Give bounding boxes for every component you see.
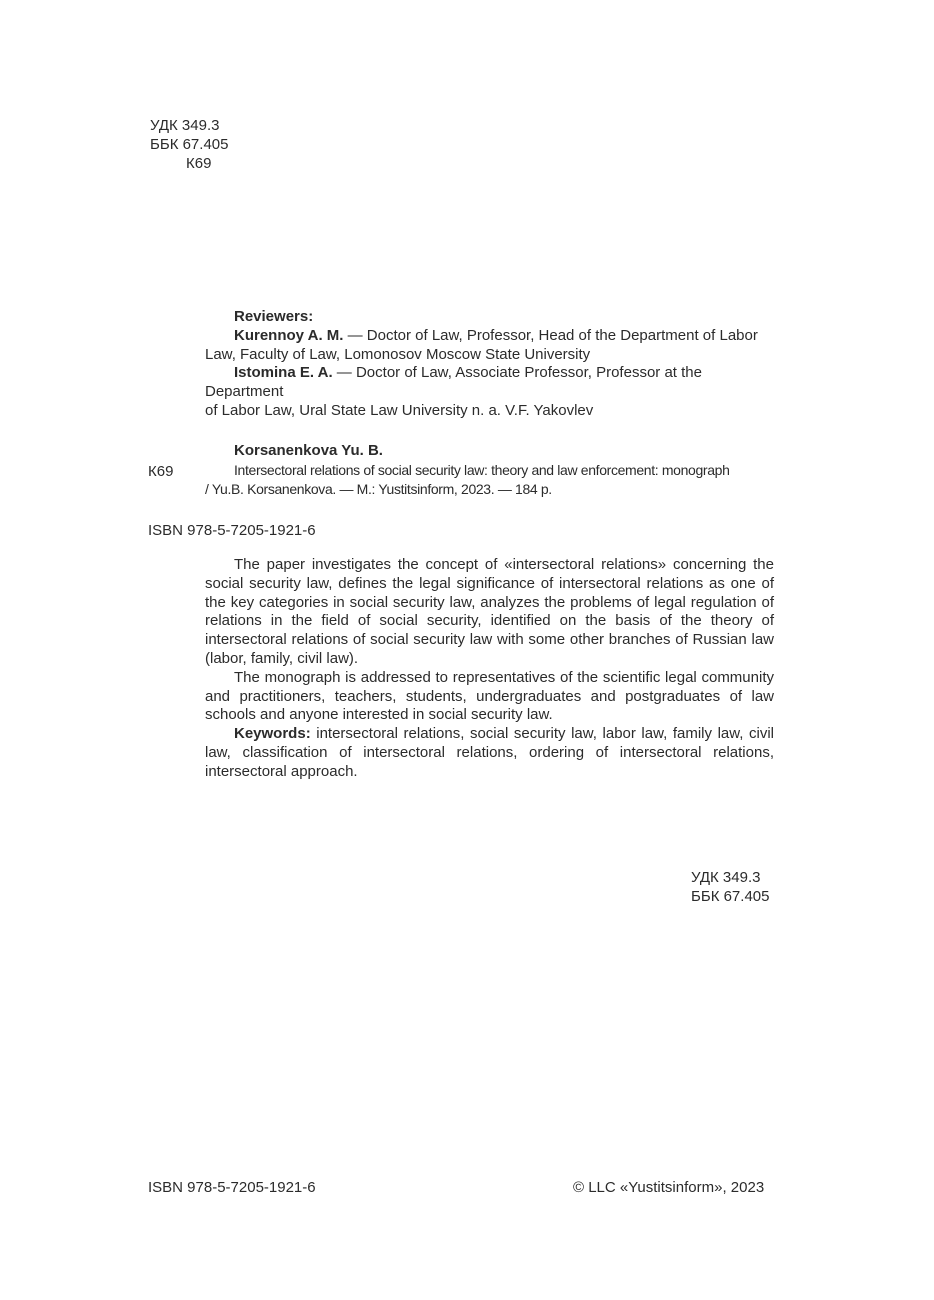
book-publication: / Yu.B. Korsanenkova. — M.: Yustitsinform, 2023. — 184 p. <box>205 480 552 497</box>
reviewers-heading: Reviewers: <box>234 308 314 325</box>
reviewer-name: Istomina E. A. <box>234 364 333 382</box>
abstract <box>205 556 774 782</box>
bbk-code: ББК 67.405 <box>150 135 229 153</box>
classification-codes-top <box>150 117 228 173</box>
book-author: Korsanenkova Yu. B. <box>234 442 383 459</box>
author-mark: К69 <box>186 154 212 172</box>
reviewer-entry <box>205 364 775 402</box>
reviewer-description-cont: Law, Faculty of Law, Lomonosov Moscow State University <box>205 345 591 363</box>
reviewer-name: Kurennoy A. M. <box>234 326 344 344</box>
bibliographic-entry <box>205 442 775 498</box>
reviewer-description-cont: of Labor Law, Ural State Law University n. a. V.F. Yakovlev <box>205 401 594 419</box>
udk-code: УДК 349.3 <box>150 117 220 134</box>
keywords-paragraph <box>205 725 774 781</box>
abstract-paragraph: The paper investigates the concept of «intersectoral relations» concerning the social security law, defines the legal significance of intersectoral relations as one of the key categories in social security law, analyzes the problems of legal regulation of relations in the field of social security, identified on the basis of the theory of intersectoral relations of social security law with some other branches of Russian law (labor, family, civil law). <box>205 556 774 667</box>
reviewer-description: — Doctor of Law, Professor, Head of the Department of Labor <box>343 326 758 344</box>
abstract-paragraph: The monograph is addressed to representatives of the scientific legal community and practitioners, teachers, students, undergraduates and postgraduates of law schools and anyone interested in social security law. <box>205 668 774 724</box>
footer-copyright: © LLC «Yustitsinform», 2023 <box>573 1179 765 1196</box>
udk-code: УДК 349.3 <box>691 869 761 886</box>
classification-codes-right <box>691 869 769 907</box>
reviewer-description: — Doctor of Law, Associate Professor, Professor at the Department <box>205 364 702 401</box>
catalog-author-mark: К69 <box>148 463 174 480</box>
book-title: Intersectoral relations of social security law: theory and law enforcement: monograph <box>234 461 730 478</box>
reviewer-entry <box>205 327 775 346</box>
isbn-number: ISBN 978-5-7205-1921-6 <box>148 522 316 539</box>
footer-isbn: ISBN 978-5-7205-1921-6 <box>148 1179 316 1196</box>
keywords-text: intersectoral relations, social security law, labor law, family law, civil law, classification of intersectoral relations, ordering of intersectoral relations, intersectoral approach. <box>205 725 774 780</box>
reviewers-block <box>205 308 775 421</box>
bbk-code: ББК 67.405 <box>691 887 770 905</box>
keywords-label: Keywords: <box>234 725 311 743</box>
